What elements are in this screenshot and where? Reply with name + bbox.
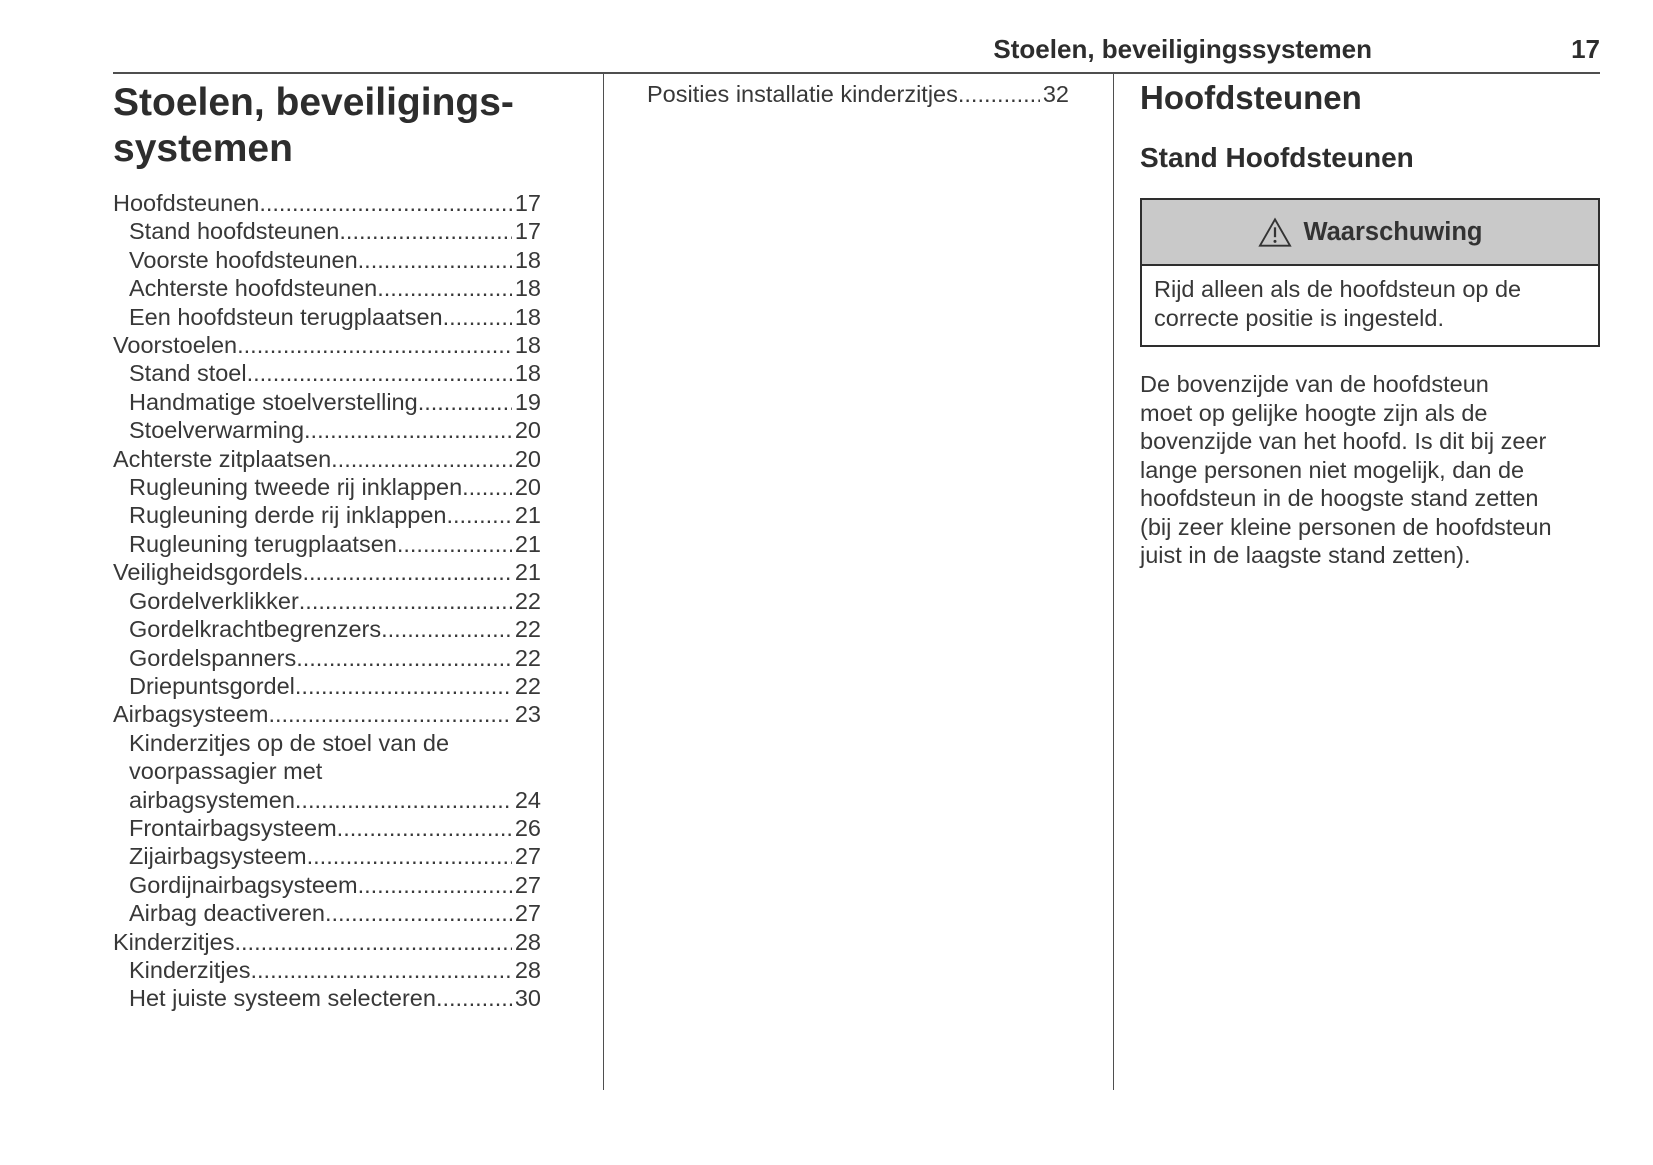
subsection-heading: Stand Hoofdsteunen: [1140, 142, 1414, 173]
toc-entry-label: Stand hoofdsteunen: [129, 218, 340, 245]
toc-entry-page: 18: [514, 246, 541, 273]
dot-leader: [268, 700, 511, 728]
toc-entry-label: Achterste hoofdsteunen: [129, 275, 378, 302]
toc-entry-page: 27: [514, 843, 541, 870]
toc-entry-page: 27: [514, 900, 541, 927]
warning-body-line: correcte positie is ingesteld.: [1154, 304, 1444, 331]
warning-box: [1140, 198, 1600, 347]
toc-entry: [113, 700, 541, 728]
page-columns: [113, 74, 1600, 1090]
toc-entry-label: Gordijnairbagsysteem: [129, 871, 358, 898]
toc-entry-label: Handmatige stoelverstelling: [129, 388, 418, 415]
dot-leader: [339, 217, 511, 245]
page-number: 17: [1571, 34, 1600, 64]
dot-leader: [958, 80, 1040, 108]
paragraph-line: lange personen niet mogelijk, dan de: [1140, 456, 1525, 483]
toc-entry-page: 21: [514, 502, 541, 529]
toc-entry-label: Stoelverwarming: [129, 417, 305, 444]
toc-entry: [113, 842, 541, 870]
toc-entry-label-line: Kinderzitjes op de stoel van de: [129, 729, 450, 756]
toc-entry: [113, 899, 541, 927]
chapter-title-line: Stoelen, beveiligings-: [113, 81, 514, 124]
toc-entry-label: Driepuntsgordel: [129, 672, 295, 699]
paragraph-line: (bij zeer kleine personen de hoofdsteun: [1140, 513, 1552, 540]
dot-leader: [325, 899, 512, 927]
toc-entry-label: Veiligheidsgordels: [113, 559, 303, 586]
toc-entry-label: Het juiste systeem selecteren: [129, 985, 436, 1012]
toc-entry: [113, 558, 541, 586]
toc-entry-page: 24: [514, 786, 541, 813]
toc-entry-label: Gordelverklikker: [129, 587, 299, 614]
dot-leader: [358, 246, 512, 274]
dot-leader: [247, 359, 512, 387]
dot-leader: [237, 331, 512, 359]
dot-leader: [299, 587, 512, 615]
toc-entry: [113, 928, 541, 956]
toc-entry-page: 19: [514, 388, 541, 415]
paragraph-line: hoofdsteun in de hoogste stand zetten: [1140, 485, 1539, 511]
toc-entry: [113, 189, 541, 217]
dot-leader: [436, 984, 512, 1012]
dot-leader: [443, 303, 512, 331]
page-header: [113, 0, 1600, 65]
paragraph-line: juist in de laagste stand zetten).: [1140, 542, 1471, 568]
dot-leader: [250, 956, 511, 984]
toc-entry-label: Airbag deactiveren: [129, 900, 325, 927]
dot-leader: [418, 388, 512, 416]
chapter-title: [113, 80, 603, 172]
paragraph-line: De bovenzijde van de hoofdsteun: [1140, 371, 1489, 397]
toc-entry-multiline: [113, 729, 541, 814]
toc-entry-label: Airbagsysteem: [113, 701, 269, 728]
dot-leader: [377, 274, 512, 302]
chapter-title-line: systemen: [113, 127, 293, 170]
toc-entry: [113, 274, 541, 302]
running-header-title: Stoelen, beveiligingssystemen: [993, 34, 1372, 64]
toc-entry-page: 22: [514, 672, 541, 699]
table-of-contents: [113, 189, 541, 1013]
dot-leader: [397, 530, 512, 558]
toc-entry: [113, 587, 541, 615]
toc-entry: [113, 416, 541, 444]
toc-entry-label: Rugleuning tweede rij inklappen: [129, 474, 463, 501]
dot-leader: [337, 814, 512, 842]
toc-entry-label: Frontairbagsysteem: [129, 814, 337, 841]
toc-entry-page: 28: [514, 956, 541, 983]
toc-entry-page: 18: [514, 360, 541, 387]
toc-entry-page: 22: [514, 616, 541, 643]
toc-entry: [113, 359, 541, 387]
toc-entry-page: 18: [514, 275, 541, 302]
toc-entry-page: 30: [514, 985, 541, 1012]
left-column: [113, 74, 603, 1090]
toc-entry: [631, 80, 1069, 108]
toc-entry-label: Gordelkrachtbegrenzers: [129, 616, 382, 643]
toc-entry-page: 22: [514, 644, 541, 671]
toc-entry-label: Kinderzitjes: [113, 928, 235, 955]
toc-entry-page: 18: [514, 332, 541, 359]
warning-body-line: Rijd alleen als de hoofdsteun op de: [1154, 276, 1522, 302]
toc-entry: [113, 644, 541, 672]
toc-entry-page: 32: [1042, 81, 1069, 107]
dot-leader: [358, 871, 512, 899]
paragraph-line: bovenzijde van het hoofd. Is dit bij zeer: [1140, 428, 1547, 454]
warning-triangle-icon: [1258, 217, 1292, 248]
table-of-contents-continued: [631, 80, 1069, 108]
toc-entry-label: Voorste hoofdsteunen: [129, 246, 358, 273]
body-paragraph: [1140, 370, 1592, 570]
toc-entry: [113, 615, 541, 643]
toc-entry-label: Rugleuning terugplaatsen: [129, 530, 397, 557]
dot-leader: [304, 416, 512, 444]
toc-entry-page: 27: [514, 871, 541, 898]
toc-entry-page: 22: [514, 587, 541, 614]
toc-entry: [113, 445, 541, 473]
warning-box-header: [1142, 200, 1598, 266]
toc-entry-label: Achterste zitplaatsen: [113, 445, 332, 472]
toc-entry: [113, 246, 541, 274]
dot-leader: [302, 558, 511, 586]
dot-leader: [462, 473, 512, 501]
right-column: [1113, 74, 1600, 1090]
toc-entry-label: Zijairbagsysteem: [129, 843, 307, 870]
toc-entry: [113, 672, 541, 700]
toc-entry-page: 18: [514, 303, 541, 330]
toc-entry-page: 20: [514, 417, 541, 444]
dot-leader: [295, 786, 512, 814]
toc-entry-label: Posities installatie kinderzitjes: [647, 81, 958, 107]
toc-entry-page: 21: [514, 559, 541, 586]
toc-entry: [113, 871, 541, 899]
toc-entry-label: Kinderzitjes: [129, 956, 251, 983]
toc-entry: [113, 388, 541, 416]
toc-entry: [113, 331, 541, 359]
toc-entry-label: Gordelspanners: [129, 644, 297, 671]
toc-entry: [113, 956, 541, 984]
dot-leader: [234, 928, 511, 956]
toc-entry: [113, 984, 541, 1012]
dot-leader: [331, 445, 512, 473]
warning-box-body: [1142, 266, 1598, 345]
dot-leader: [307, 842, 512, 870]
toc-entry-label: Een hoofdsteun terugplaatsen: [129, 303, 443, 330]
dot-leader: [259, 189, 512, 217]
toc-entry-label: Stand stoel: [129, 360, 247, 387]
toc-entry: [129, 786, 541, 814]
toc-entry: [113, 303, 541, 331]
paragraph-line: moet op gelijke hoogte zijn als de: [1140, 399, 1488, 426]
toc-entry-page: 28: [514, 928, 541, 955]
toc-entry-page: 17: [514, 190, 541, 216]
toc-entry: [113, 530, 541, 558]
warning-title: Waarschuwing: [1303, 217, 1483, 246]
dot-leader: [295, 672, 512, 700]
toc-entry-label: Voorstoelen: [113, 332, 238, 359]
toc-entry: [113, 814, 541, 842]
toc-entry: [113, 501, 541, 529]
toc-entry-page: 21: [514, 530, 541, 557]
dot-leader: [446, 501, 511, 529]
toc-entry-page: 23: [514, 701, 541, 728]
dot-leader: [381, 615, 512, 643]
toc-entry-label: Hoofdsteunen: [113, 190, 260, 216]
toc-entry-label: airbagsystemen: [129, 786, 295, 813]
middle-column: [603, 74, 1113, 1090]
toc-entry: [113, 217, 541, 245]
toc-entry-page: 20: [514, 445, 541, 472]
toc-entry-page: 20: [514, 474, 541, 501]
toc-entry-page: 26: [514, 814, 541, 841]
toc-entry-page: 17: [514, 218, 541, 245]
toc-entry-label-line: voorpassagier met: [129, 758, 323, 785]
section-heading: Hoofdsteunen: [1140, 79, 1362, 116]
toc-entry: [113, 473, 541, 501]
dot-leader: [296, 644, 512, 672]
toc-entry-label: Rugleuning derde rij inklappen: [129, 502, 447, 529]
